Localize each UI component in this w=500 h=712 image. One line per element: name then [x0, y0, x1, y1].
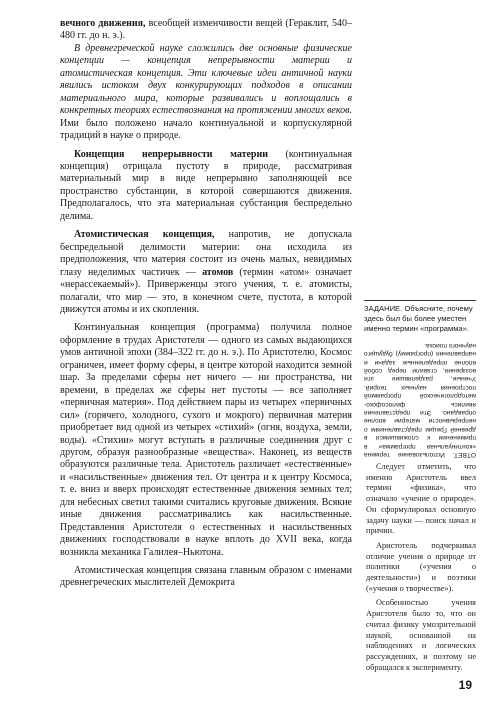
task-box	[364, 300, 476, 333]
paragraph-heraclitus	[60, 18, 352, 43]
term-atomism: Атомистическая концепция,	[74, 229, 215, 241]
page-number: 19	[458, 678, 472, 692]
bold-phrase: вечного движения,	[60, 18, 146, 29]
paragraph-text: напротив, не допускала беспредельной делимости материи: она исходила из предположения, что материя состоит из очень малых, невидимых глазу неделимых частичек —	[60, 229, 352, 278]
paragraph-atomism	[60, 229, 352, 316]
side-paragraph-speculative-physics: Особенностью учения Аристотеля было то, что он считал физику умозрительной наукой, основанной на наблюдениях и логических рассуждениях, и поэтому не обращался к эксперименту.	[366, 598, 476, 672]
side-paragraph-politics-poetics: Аристотель подчеркивал отличие учения о природе от политики («учения о деятельности») и поэтики («учения о творчестве»).	[366, 540, 476, 593]
answer-text: Использование термина «континуальная программа» в применении к сложившимся в древней Греции представлениям о непрерывности материи вполне оправдано. Эти представления явились философско-методологической программой построения научных теорий. Ученые, разделявшие эти воззрения, ставили перед собой вполне определенные задачи и направления (программу) будущего научного поиска.	[364, 341, 476, 458]
term-continuity: Концепция непрерывности материи	[74, 148, 269, 160]
side-column	[366, 462, 476, 673]
task-text: Объясните, почему здесь был бы более уместен именно термин «программа».	[364, 304, 473, 333]
paragraph-aristotle: Континуальная концепция (программа) получила полное оформление в трудах Аристотеля — одного из самых выдающихся умов античной эпохи (384–322 гг. до н. э.). По Аристотелю, Космос ограничен, имеет форму сферы, в центре которой находится земной шар. За пределами сферы нет ничего — ни пространства, ни времени, в пределах же сферы нет пустоты — все заполняет «первичная материя». Под действием пары из четырех «первичных сил» (горячего, холодного, сухого и мокрого) первичная материя приобретает вид одной из четырех «стихий» (огня, воздуха, земли, воды). «Стихии» могут вступать в различные соединения друг с другом, образуя разнообразные «вещества». Наконец, из веществ образуются различные тела. Аристотель различает «естественные» и «насильственные» движения тел. От центра и к центру Космоса, т. е. вниз и вверх происходят естественные движения земных тел; для небесных светил такими считались круговые движения. Всякие иные движения рассматривались как насильственные. Представления Аристотеля о естественных и насильственных движениях господствовали в науке вплоть до XVII века, когда возникла механика Галилея–Ньютона.	[60, 322, 352, 558]
answer-box	[364, 341, 476, 458]
main-column	[60, 18, 352, 590]
task-label: ЗАДАНИЕ.	[364, 304, 403, 313]
answer-label: ОТВЕТ.	[452, 451, 476, 458]
paragraph-two-concepts	[60, 43, 352, 143]
paragraph-continuity	[60, 149, 352, 224]
answer-upside-down-text	[364, 341, 476, 458]
paragraph-text: (термин «атом» означает «нерассекаемый»). Приверженцы этого учения, т. е. атомисты, полагали, что мир — это, в конечном счете, пустота, в которой движутся атомы и их скопления.	[60, 266, 352, 315]
italic-thesis: В древнегреческой науке сложились две основные физические концепции — концепция непрерывности материи и атомистическая концепция. Эти ключевые идеи античной науки явились истоком двух конкурирующих подходов в описании материального мира, которые развивались и воплощались в конкретных теориях естествознания на протяжении многих веков.	[60, 42, 352, 117]
task-divider	[364, 300, 476, 301]
term-atoms: атомов	[202, 266, 234, 278]
paragraph-text: всеобщей изменчивости вещей (Гераклит, 540–480 гг. до н. э.).	[60, 18, 352, 42]
side-paragraph-physics-term: Следует отметить, что именно Аристотель ввел термин «физика», что означало «учение о природе». Он сформулировал основную задачу науки — поиск начал и причин.	[366, 462, 476, 536]
paragraph-text: Ими было положено начало континуальной и корпускулярной традиций в науке о природе.	[60, 117, 352, 142]
paragraph-democritus: Атомистическая концепция связана главным образом с именами древнегреческих мыслителей Демокрита	[60, 565, 352, 589]
paragraph-text: (континуальная концепция) отрицала пустоту в природе, рассматривая материальный мир в виде непрерывно заполняющей все пространство субстанции, в которой совершаются движения. Предполагалось, что эта материальная субстанция беспредельно делима.	[60, 148, 352, 222]
